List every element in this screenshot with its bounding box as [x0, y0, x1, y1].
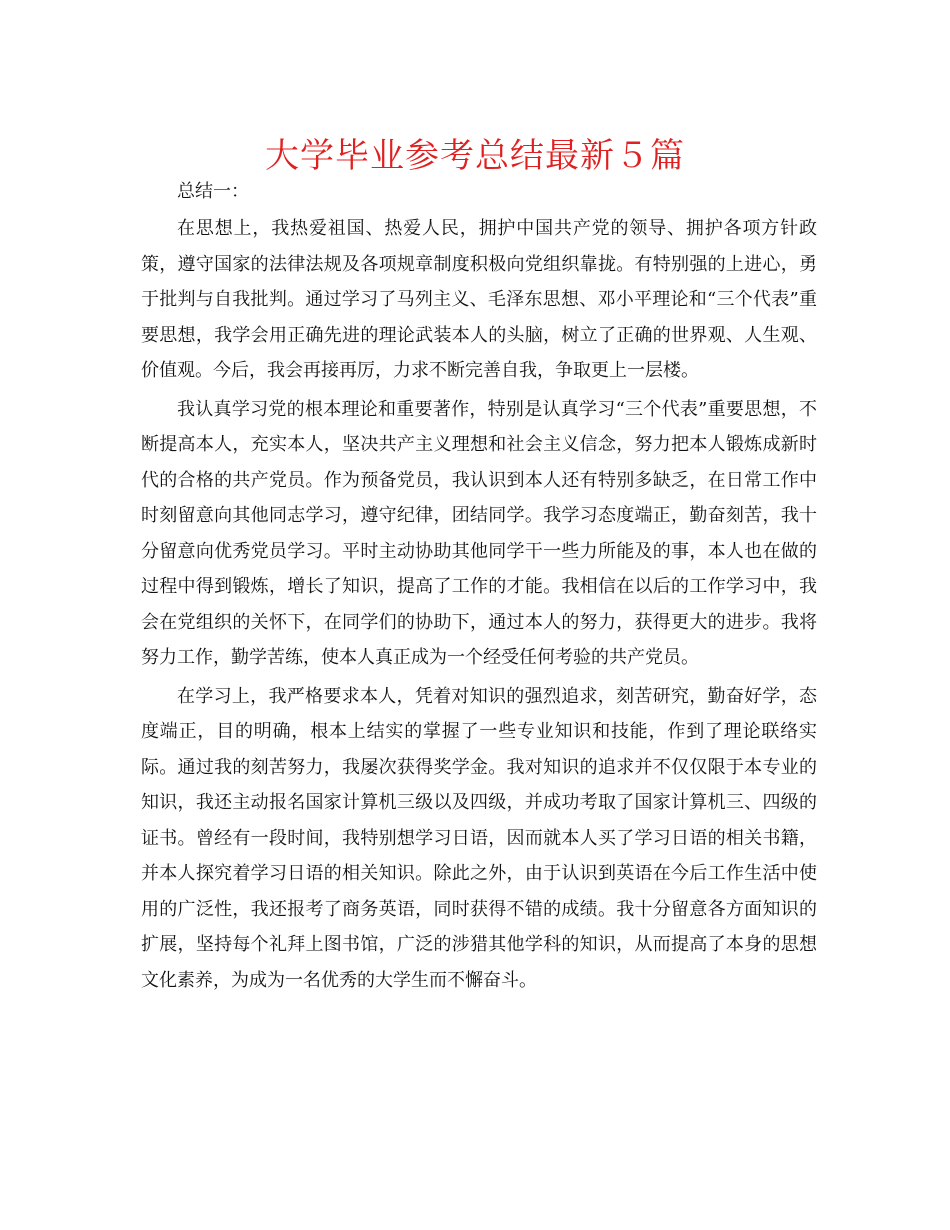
- paragraph-1: 在思想上，我热爱祖国、热爱人民，拥护中国共产党的领导、拥护各项方针政策，遵守国家的法律法规及各项规章制度积极向党组织靠拢。有特别强的上进心，勇于批判与自我批判。通过学习了马列主义、毛泽东思想、邓小平理论和“三个代表”重要思想，我学会用正确先进的理论武装本人的头脑，树立了正确的世界观、人生观、价值观。今后，我会再接再厉，力求不断完善自我，争取更上一层楼。: [141, 218, 817, 381]
- section-label: 总结一：: [177, 181, 249, 202]
- document-title: 大学毕业参考总结最新５篇: [265, 136, 685, 176]
- paragraph-2: 我认真学习党的根本理论和重要著作，特别是认真学习“三个代表”重要思想，不断提高本人，充实本人，坚决共产主义理想和社会主义信念，努力把本人锻炼成新时代的合格的共产党员。作为预备党员，我认识到本人还有特别多缺乏，在日常工作中时刻留意向其他同志学习，遵守纪律，团结同学。我学习态度端正，勤奋刻苦，我十分留意向优秀党员学习。平时主动协助其他同学干一些力所能及的事，本人也在做的过程中得到锻炼，增长了知识，提高了工作的才能。我相信在以后的工作学习中，我会在党组织的关怀下，在同学们的协助下，通过本人的努力，获得更大的进步。我将努力工作，勤学苦练，使本人真正成为一个经受任何考验的共产党员。: [141, 398, 817, 668]
- document-body: [141, 176, 817, 998]
- paragraph-3: 在学习上，我严格要求本人，凭着对知识的强烈追求，刻苦研究，勤奋好学，态度端正，目的明确，根本上结实的掌握了一些专业知识和技能，作到了理论联络实际。通过我的刻苦努力，我屡次获得奖学金。我对知识的追求并不仅仅限于本专业的知识，我还主动报名国家计算机三级以及四级，并成功考取了国家计算机三、四级的证书。曾经有一段时间，我特别想学习日语，因而就本人买了学习日语的相关书籍，并本人探究着学习日语的相关知识。除此之外，由于认识到英语在今后工作生活中使用的广泛性，我还报考了商务英语，同时获得不错的成绩。我十分留意各方面知识的扩展，坚持每个礼拜上图书馆，广泛的涉猎其他学科的知识，从而提高了本身的思想文化素养，为成为一名优秀的大学生而不懈奋斗。: [141, 685, 817, 991]
